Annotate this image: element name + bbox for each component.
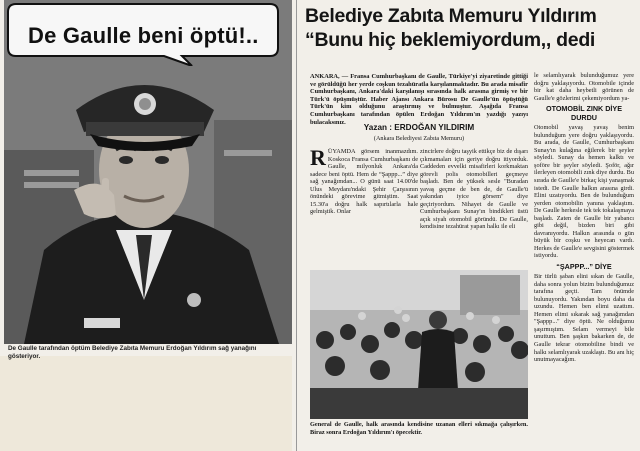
lead-paragraph: ANKARA, — Fransa Cumhurbaşkanı de Gaulle, Türkiye'yi ziyaretinde gittiği ve görüldüğü her yerde coşkun tezahüratla karşılanmaktadır. Bu arada misafir Cumhurbaşkanı, Ankara'daki karşılanışı sırasında halk arasına girmiş ve bir Türk'ü öpüşmüştür. Haber Ajansı Ankara Bürosu De Gaulle'ün öpüştüğü Türk'ün kim olduğunu araştırmış ve bulmuştur. Aşağıda Fransa Cumhurbaşkanı tarafından öpülen Erdoğan Yıldırım'ın yazdığı yazıyı bulacaksınız. bbox=[310, 73, 528, 126]
headline-line-2: “Bunu hiç beklemiyordum,, dedi bbox=[305, 29, 596, 51]
speech-bubble-text: De Gaulle beni öptü!.. bbox=[28, 23, 259, 48]
byline: Yazan : ERDOĞAN YILDIRIM bbox=[363, 123, 475, 132]
column-3-text-3: Bir türlü şaban elini sıkan de Gaulle, daha sonra yolun bizim bulunduğumuz tarafına geçti. Tam önümde bulunuyordu. Yakından boyu daha da uzundu. Hemen ben elimi uzattım. Hemen elimi sıkarak sağ yanağımdan "Şappp..." diye öptü. Ne olduğumu şaşırmıştım. Selam vermeyi bile unuttum. Ben şaşkın bakarken de, de Gaulle tekrar otomobiline bindi ve halkı selamlıyarak uzaklaştı. Bu anı hiç unutmayacağım. bbox=[534, 273, 634, 364]
column-divider bbox=[296, 0, 297, 451]
photo-caption: De Gaulle tarafından öptüm Belediye Zabıta Memuru Erdoğan Yıldırım sağ yanağını gösteriyor. bbox=[8, 345, 257, 360]
article-column-1 bbox=[310, 148, 418, 268]
crowd-photo-caption: General de Gaulle, halk arasında kendisine uzanan elleri sıkmağa çalışırken. Biraz sonra Erdoğan Yıldırım'ı öpecektir. bbox=[310, 421, 528, 436]
blank-margin bbox=[0, 356, 292, 451]
column-3-text-2: Otomobil yavaş yavaş benim bulunduğum yere doğru yaklaşıyordu. Bu arada, de Gaulle, Cumhurbaşkanı Sunay'ın kulağına eğilerek bir şeyler söyledi. Sunay da hemen kalktı ve şoföre bir şeyler söyledi. Şoför, ağır ilerleyen otomobili zınk diye durdu. Bu sırada de Gaulle'e birkaç kişi yanaşmak istedi. De Gaulle halkın arasına girdi. Elini uzatıyordu. Ben de bulunduğum yerden otomobilin yanına yaklaştım. De Gaulle herkesle tek tek tokalaşmaya başladı. Zaten de Gaulle bir yabancı gibi değil, bizden biri gibi davranıyordu. Halkın arasında o gün büyük bir coşku ve heyecan vardı. Herkes de Gaulle'e sevgisini göstermek istiyordu. bbox=[534, 124, 634, 260]
subhead-otomobil: OTOMOBİL ZINK DİYE DURDU bbox=[545, 104, 622, 123]
subhead-sappp: “ŞAPPP...” DİYE bbox=[556, 262, 612, 272]
article-column-3 bbox=[534, 72, 634, 444]
column-2-text: zincirlere doğru taşyik ettikçe biz de dışarı çıkmamaları için geriye doğru itiyorduk. Caddeden evvelki misafirleri korkmaktan görevli polis otomobilleri geçmeye başladı. Ben de yüksek sesle "Buradan yavaş geçme de ben de, de Gaulle'ü yakından iyice görsem" diye geçiriyordum. Nihayet de Gaulle ve Cumhurbaşkanı Sunay'ın bindikleri üstü açık siyah otomobil göründü. De Gaulle, kendisine tezahürat yapan halkı ile eli bbox=[420, 148, 528, 231]
drop-cap: R bbox=[310, 148, 326, 170]
column-1-text: ÜYAMDA görsem inanmazdım. Koskoca Fransa Cumhurbaşkanı de Gaulle, milyonluk Ankara'da sadece beni öptü. Hem de “Şappp...” diye sağ yanağımdan... O günü saat 14.00'de Ulus Meydanı'ndaki Şehir Çarşısının önündeki görevime gitmiştim. Saat 15.30'a doğru halk sapırtılarla hale gelmiştik. Onlar bbox=[310, 148, 418, 216]
column-3-text-1: le selamlıyarak bulunduğumuz yere doğru yaklaşıyordu. Otomobile içinde bir kat daha heybetli görünen de Gaulle'e gözlerimi çekemiyordum ya- bbox=[534, 72, 634, 102]
crowd-photo bbox=[310, 270, 528, 419]
crowd-illustration bbox=[310, 270, 528, 419]
portrait-photo bbox=[4, 0, 292, 344]
headline-line-1: Belediye Zabıta Memuru Yıldırım bbox=[305, 5, 597, 27]
article-column-2 bbox=[420, 148, 528, 268]
byline-affiliation: (Ankara Belediyesi Zabıta Memuru) bbox=[373, 135, 465, 142]
